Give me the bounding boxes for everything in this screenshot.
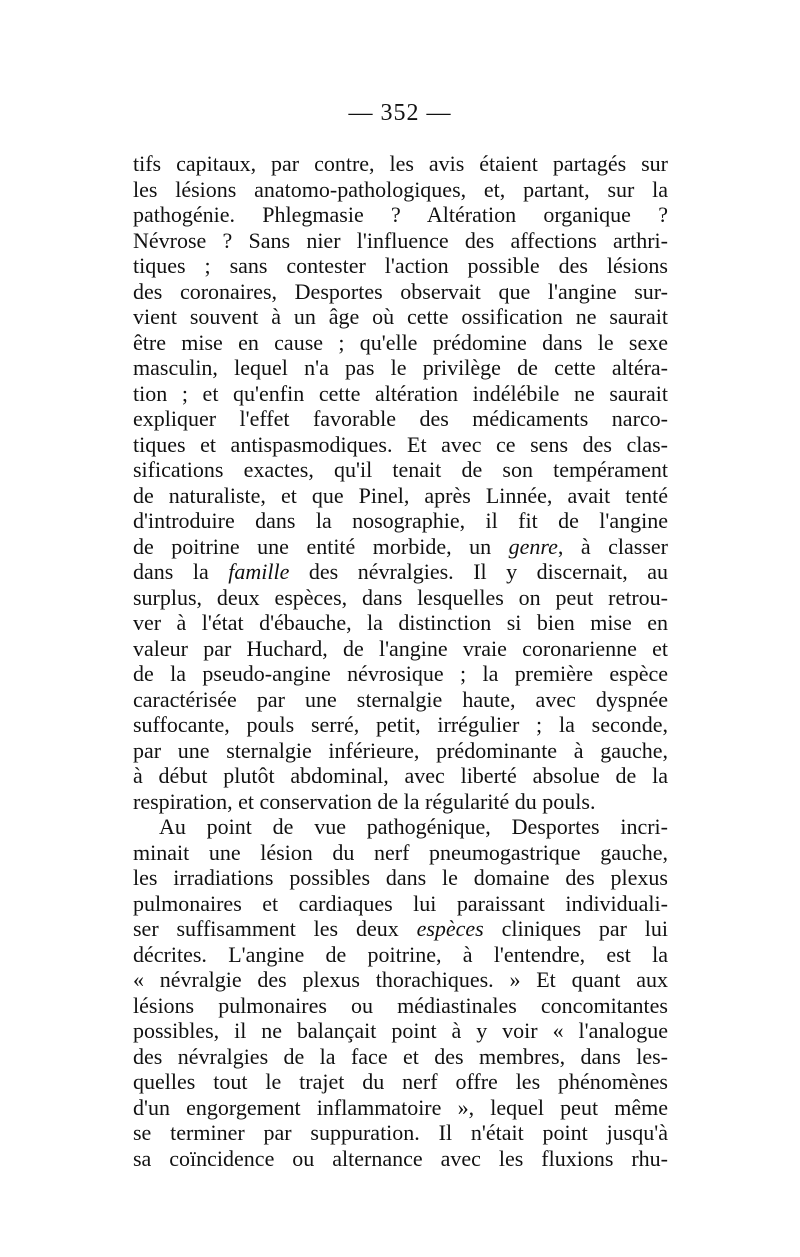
text-line: minait une lésion du nerf pneumogastrique gauche, [133,839,668,865]
text-segment: ser suffisamment les deux [133,916,417,941]
text-line: ver à l'état d'ébauche, la distinction si bien mise en [133,610,668,635]
text-segment: des névralgies. Il y discernait, au [289,559,668,584]
text-line: quelles tout le trajet du nerf offre les phénomènes [133,1069,668,1094]
text-line: surplus, deux espèces, dans lesquelles on peut retrou- [133,584,668,610]
text-line [133,559,668,585]
text-line: être mise en cause ; qu'elle prédomine dans le sexe [133,329,668,355]
text-line: tion ; et qu'enfin cette altération indélébile ne saurait [133,380,668,406]
text-line: d'introduire dans la nosographie, il fit de l'angine [133,508,668,533]
italic-term: genre [508,533,558,559]
text-line: tifs capitaux, par contre, les avis étaient partagés sur [133,151,668,176]
text-line: décrites. L'angine de poitrine, à l'entendre, est la [133,941,668,967]
text-segment: cliniques par lui [483,916,668,941]
page-number: — 352 — [348,100,452,126]
italic-term: espèces [416,916,484,941]
text-line: de naturaliste, et que Pinel, après Linnée, avait tenté [133,482,668,508]
text-line: des coronaires, Desportes observait que l'angine sur- [133,278,668,304]
text-line: masculin, lequel n'a pas le privilège de cette altéra- [133,355,668,380]
text-line: se terminer par suppuration. Il n'était point jusqu'à [133,1120,668,1145]
text-line: tiques ; sans contester l'action possible des lésions [133,253,668,278]
text-line: respiration, et conservation de la régularité du pouls. [133,788,596,814]
text-line: pathogénie. Phlegmasie ? Altération organique ? [133,202,668,227]
text-line: possibles, il ne balançait point à y voir « l'analogue [133,1018,668,1043]
text-line: suffocante, pouls serré, petit, irrégulier ; la seconde, [133,712,668,737]
text-line: lésions pulmonaires ou médiastinales concomitantes [133,992,668,1018]
text-line: expliquer l'effet favorable des médicaments narco- [133,406,668,431]
text-line [133,916,668,942]
text-line [133,534,668,560]
text-line: pulmonaires et cardiaques lui paraissant individuali- [133,890,668,916]
text-line: caractérisée par une sternalgie haute, avec dyspnée [133,686,668,712]
text-line: tiques et antispasmodiques. Et avec ce sens des clas- [133,431,668,457]
text-line: sifications exactes, qu'il tenait de son tempérament [133,457,668,482]
text-line: Névrose ? Sans nier l'influence des affections arthri- [133,227,668,253]
text-line: « névralgie des plexus thorachiques. » Et quant aux [133,967,668,992]
text-line: les irradiations possibles dans le domaine des plexus [133,865,668,890]
text-line: vient souvent à un âge où cette ossification ne saurait [133,304,668,329]
text-line: des névralgies de la face et des membres, dans les- [133,1043,668,1069]
text-line: de la pseudo-angine névrosique ; la première espèce [133,661,668,686]
body-text [133,151,668,1171]
italic-term: famille [228,559,290,584]
text-line: à début plutôt abdominal, avec liberté absolue de la [133,763,668,788]
text-line: d'un engorgement inflammatoire », lequel peut même [133,1094,668,1120]
text-line: valeur par Huchard, de l'angine vraie coronarienne et [133,635,668,661]
text-line: par une sternalgie inférieure, prédominante à gauche, [133,737,668,763]
text-segment: dans la [133,559,229,584]
text-line: les lésions anatomo-pathologiques, et, partant, sur la [133,176,668,202]
text-segment: de poitrine une entité morbide, un [133,533,509,559]
text-line: sa coïncidence ou alternance avec les fluxions rhu- [133,1145,668,1171]
text-line: Au point de vue pathogénique, Desportes incri- [159,814,668,839]
text-segment: , à classer [557,533,668,559]
